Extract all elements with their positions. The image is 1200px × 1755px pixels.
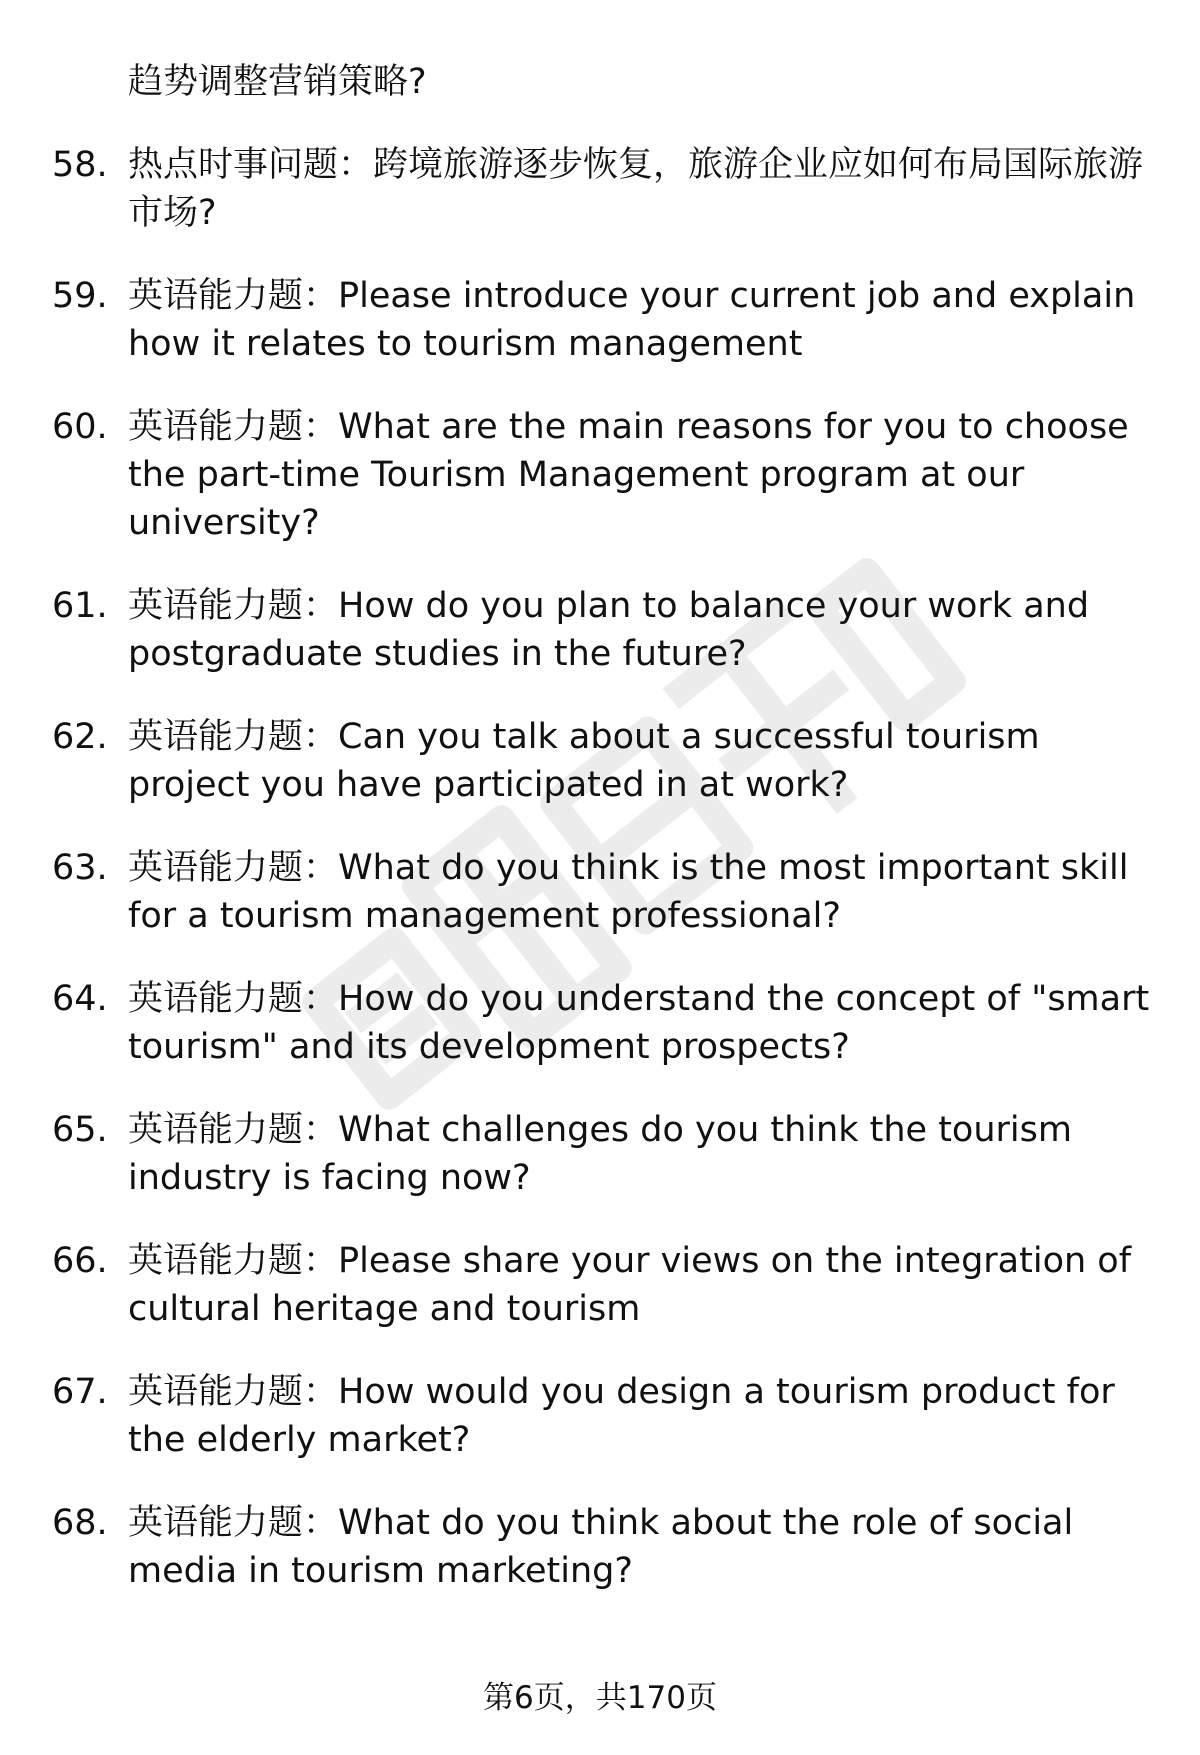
question-item xyxy=(0,272,1200,368)
question-text: 英语能力题：What challenges do you think the tourism industry is facing now? xyxy=(128,1110,1072,1198)
question-item xyxy=(0,141,1200,237)
question-number: 60. xyxy=(52,407,108,447)
question-item xyxy=(0,975,1200,1071)
question-item xyxy=(0,844,1200,940)
question-content xyxy=(0,58,1200,1595)
question-number: 64. xyxy=(52,979,108,1019)
question-number: 66. xyxy=(52,1241,108,1281)
question-number: 58. xyxy=(52,145,108,185)
question-text: 英语能力题：What do you think about the role of social media in tourism marketing? xyxy=(128,1503,1074,1591)
question-item xyxy=(0,1106,1200,1202)
question-list xyxy=(0,141,1200,1595)
page-footer: 第6页，共170页 xyxy=(483,1680,717,1716)
question-item xyxy=(0,582,1200,678)
question-text: 英语能力题：Please introduce your current job and explain how it relates to tourism management xyxy=(128,276,1136,364)
question-text: 英语能力题：Can you talk about a successful tourism project you have participated in at work? xyxy=(128,717,1040,805)
question-number: 67. xyxy=(52,1372,108,1412)
question-item xyxy=(0,1237,1200,1333)
question-number: 59. xyxy=(52,276,108,316)
question-number: 62. xyxy=(52,717,108,757)
question-text: 英语能力题：How do you understand the concept of "smart tourism" and its development prospects? xyxy=(128,979,1150,1067)
question-number: 65. xyxy=(52,1110,108,1150)
question-text: 英语能力题：How would you design a tourism product for the elderly market? xyxy=(128,1372,1115,1460)
question-text: 英语能力题：Please share your views on the integration of cultural heritage and tourism xyxy=(128,1241,1132,1329)
question-text: 英语能力题：What are the main reasons for you to choose the part-time Tourism Management program at our university? xyxy=(128,407,1129,543)
question-item xyxy=(0,403,1200,547)
question-item xyxy=(0,1368,1200,1464)
question-text: 英语能力题：What do you think is the most important skill for a tourism management professional? xyxy=(128,848,1129,936)
question-number: 63. xyxy=(52,848,108,888)
question-number: 68. xyxy=(52,1503,108,1543)
question-text: 热点时事问题：跨境旅游逐步恢复，旅游企业应如何布局国际旅游市场? xyxy=(128,145,1144,233)
question-text: 英语能力题：How do you plan to balance your work and postgraduate studies in the future? xyxy=(128,586,1090,674)
continuation-text: 趋势调整营销策略? xyxy=(128,62,427,102)
question-number: 61. xyxy=(52,586,108,626)
question-item xyxy=(0,713,1200,809)
question-item xyxy=(0,1499,1200,1595)
